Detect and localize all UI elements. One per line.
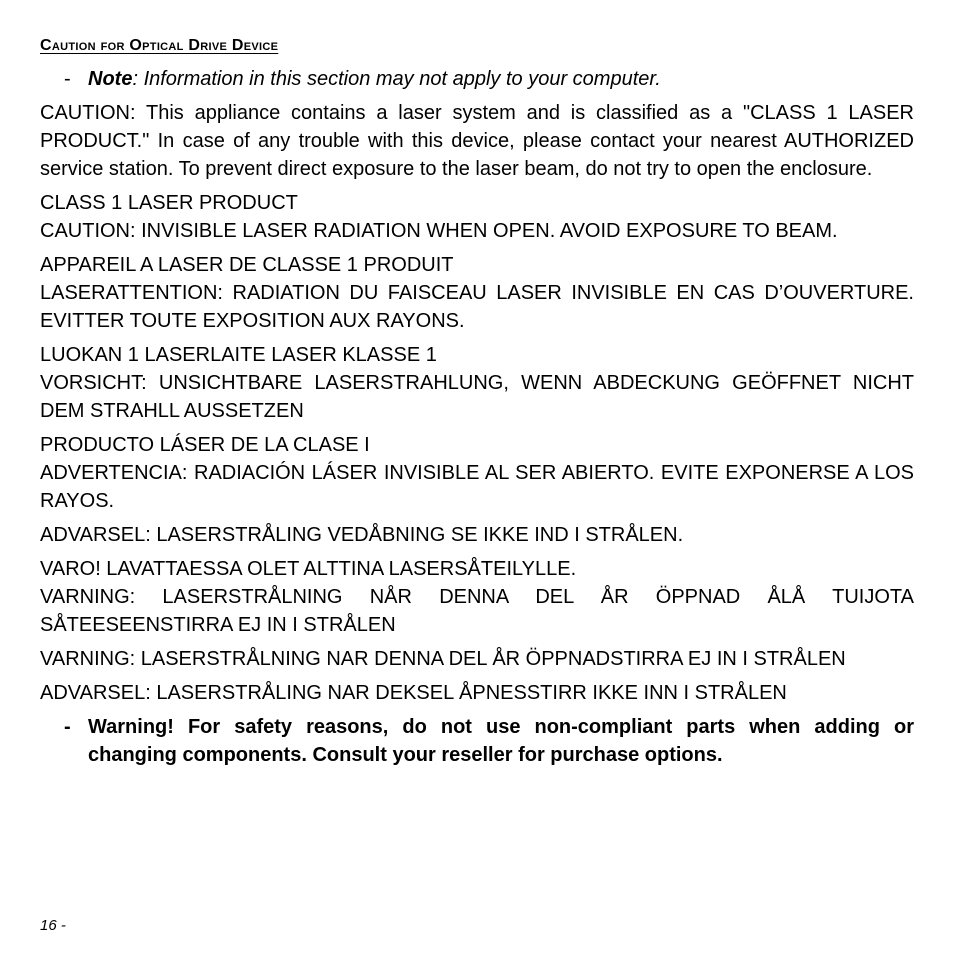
note-text: : Information in this section may not apply to your computer. [132, 68, 661, 90]
warning-dash: - [64, 716, 71, 738]
note-dash: - [64, 68, 71, 90]
paragraph-line: LASERATTENTION: RADIATION DU FAISCEAU LASER INVISIBLE EN CAS D’OUVERTURE. EVITTER TOUTE EXPOSITION AUX RAYONS. [40, 282, 914, 332]
paragraph-caution-intro [40, 99, 914, 183]
document-page [40, 33, 914, 769]
paragraph-line: PRODUCTO LÁSER DE LA CLASE I [40, 434, 370, 456]
paragraph-spanish-label [40, 431, 914, 515]
paragraph-line: CAUTION: INVISIBLE LASER RADIATION WHEN OPEN. AVOID EXPOSURE TO BEAM. [40, 220, 838, 242]
warning-text: Warning! For safety reasons, do not use non-compliant parts when adding or changing components. Consult your reseller for purchase options. [88, 716, 914, 766]
paragraph-line: LUOKAN 1 LASERLAITE LASER KLASSE 1 [40, 344, 437, 366]
note-keyword: Note [88, 68, 133, 90]
paragraph-line: ADVERTENCIA: RADIACIÓN LÁSER INVISIBLE AL SER ABIERTO. EVITE EXPONERSE A LOS RAYOS. [40, 462, 914, 512]
page-number: 16 - [40, 917, 66, 934]
paragraph-french-label [40, 251, 914, 335]
paragraph-line: VORSICHT: UNSICHTBARE LASERSTRAHLUNG, WENN ABDECKUNG GEÖFFNET NICHT DEM STRAHLL AUSSETZEN [40, 372, 914, 422]
paragraph-line: ADVARSEL: LASERSTRÅLING VEDÅBNING SE IKKE IND I STRÅLEN. [40, 524, 684, 546]
paragraph-line: ADVARSEL: LASERSTRÅLING NAR DEKSEL ÅPNESSTIRR IKKE INN I STRÅLEN [40, 682, 787, 704]
paragraph-line: VARNING: LASERSTRÅLNING NAR DENNA DEL ÅR ÖPPNADSTIRRA EJ IN I STRÅLEN [40, 648, 846, 670]
paragraph-line: CLASS 1 LASER PRODUCT [40, 192, 298, 214]
paragraph-line: VARNING: LASERSTRÅLNING NÅR DENNA DEL ÅR ÖPPNAD ÅLÅ TUIJOTA SÅTEESEENSTIRRA EJ IN I STRÅLEN [40, 586, 914, 636]
paragraph-finnish-german-label [40, 341, 914, 425]
warning-item [40, 713, 914, 769]
paragraph-norwegian-label [40, 679, 914, 707]
section-heading: Caution for Optical Drive Device [40, 37, 279, 54]
note-item [40, 65, 914, 93]
paragraph-line: VARO! LAVATTAESSA OLET ALTTINA LASERSÅTEILYLLE. [40, 558, 577, 580]
paragraph-finnish-swedish-label [40, 555, 914, 639]
paragraph-line: CAUTION: This appliance contains a laser system and is classified as a "CLASS 1 LASER PRODUCT." In case of any trouble with this device, please contact your nearest AUTHORIZED service station. To prevent direct exposure to the laser beam, do not try to open the enclosure. [40, 102, 914, 180]
paragraph-line: APPAREIL A LASER DE CLASSE 1 PRODUIT [40, 254, 454, 276]
caution-paragraphs [40, 99, 914, 707]
paragraph-english-label [40, 189, 914, 245]
paragraph-swedish-label [40, 645, 914, 673]
paragraph-danish-label [40, 521, 914, 549]
